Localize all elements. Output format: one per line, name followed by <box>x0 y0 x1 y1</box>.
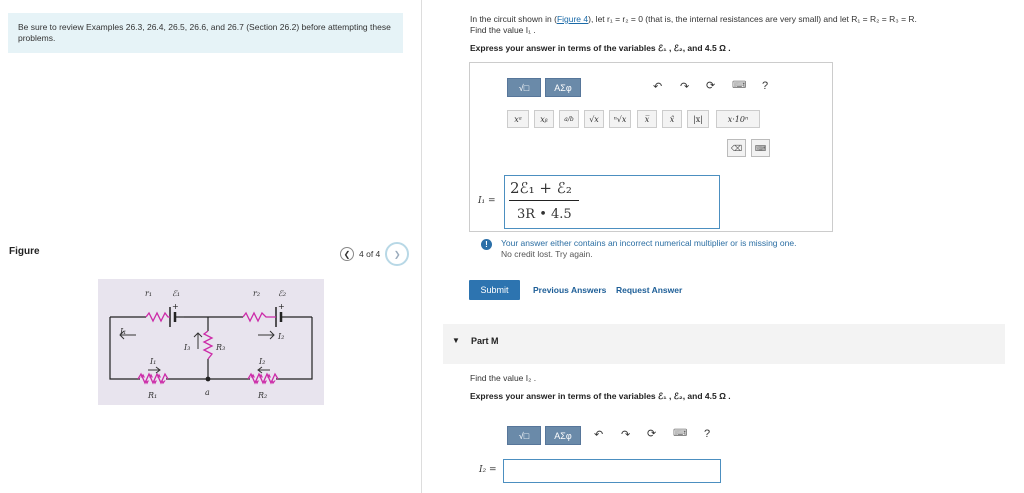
question-text <box>470 14 1005 54</box>
collapse-arrow-icon: ▼ <box>452 336 460 345</box>
answer-numerator: 2ℰ₁ + ℰ₂ <box>510 179 572 197</box>
part-m-undo-icon[interactable]: ↶ <box>594 429 604 441</box>
label-I2: I₂ <box>278 332 285 341</box>
question-pre: In the circuit shown in ( <box>470 14 557 24</box>
part-m-reset-icon[interactable]: ⟳ <box>647 428 657 440</box>
feedback-line2: No credit lost. Try again. <box>501 249 593 259</box>
tmpl-fraction[interactable]: a/b <box>559 110 579 128</box>
figure-label: Figure <box>9 246 40 257</box>
answer-label: I₁ = <box>478 196 496 206</box>
label-r2: r₂ <box>253 289 261 298</box>
figure-link[interactable]: Figure 4 <box>556 14 589 24</box>
templates-label: √□ <box>518 82 530 93</box>
part-m-greek-button[interactable] <box>545 426 581 445</box>
part-m-answer-input[interactable] <box>503 459 721 483</box>
tmpl-sci[interactable]: x·10ⁿ <box>716 110 760 128</box>
label-R1: R₁ <box>148 391 158 400</box>
label-I2-bottom: I₂ <box>259 357 266 366</box>
greek-button[interactable] <box>545 78 581 97</box>
part-m-header[interactable] <box>443 324 1005 364</box>
pager-label: 4 of 4 <box>359 249 381 259</box>
previous-answers-link[interactable]: Previous Answers <box>533 285 607 295</box>
circuit-diagram <box>98 279 324 405</box>
node-a <box>206 377 211 382</box>
reset-icon[interactable]: ⟳ <box>706 80 716 92</box>
plus-1: + <box>172 302 179 311</box>
next-figure-button[interactable]: ❯ <box>385 242 409 266</box>
keyboard-icon[interactable]: ⌨ <box>732 80 747 91</box>
label-I3: I₃ <box>184 343 191 352</box>
wire-outer <box>110 317 312 379</box>
feedback-line1: Your answer either contains an incorrect numerical multiplier or is missing one. <box>501 238 797 248</box>
resistor-R3 <box>204 331 212 359</box>
part-m-help-icon[interactable]: ? <box>704 428 711 440</box>
undo-icon[interactable]: ↶ <box>653 81 663 93</box>
templates-button[interactable] <box>507 78 541 97</box>
tmpl-sqrt[interactable]: √x <box>584 110 604 128</box>
question-express: Express your answer in terms of the variables ℰ₁ , ℰ₂, and 4.5 Ω . <box>470 43 731 53</box>
part-m-keyboard-icon[interactable]: ⌨ <box>673 428 688 439</box>
question-find: Find the value I₁ . <box>470 25 536 35</box>
label-I1: I₁ <box>120 327 127 336</box>
plus-2: + <box>278 302 285 311</box>
column-divider <box>421 0 422 493</box>
request-answer-link[interactable]: Request Answer <box>616 285 683 295</box>
keyboard-toggle-icon[interactable]: ⌨ <box>751 139 770 157</box>
fraction-bar <box>509 200 579 201</box>
question-post: ), let r₁ = r₂ = 0 (that is, the internal resistances are very small) and let R₁ = R₂ = R₃ = R. <box>588 14 917 24</box>
label-R3: R₃ <box>216 343 226 352</box>
resistor-r1 <box>146 313 170 321</box>
answer-panel <box>469 62 833 232</box>
answer-denominator: 3R • 4.5 <box>517 207 572 222</box>
part-m-express: Express your answer in terms of the variables ℰ₁ , ℰ₂, and 4.5 Ω . <box>470 391 731 401</box>
part-m-templates-button[interactable] <box>507 426 541 445</box>
label-r1: r₁ <box>145 289 153 298</box>
tmpl-vector[interactable]: x̅ <box>637 110 657 128</box>
tmpl-unit[interactable]: x̂ <box>662 110 682 128</box>
greek-label: ΑΣφ <box>554 82 572 93</box>
tmpl-nthroot[interactable]: ⁿ√x <box>609 110 631 128</box>
label-R2: R₂ <box>258 391 268 400</box>
submit-button[interactable]: Submit <box>469 280 520 300</box>
feedback <box>501 238 796 260</box>
part-m-greek-label: ΑΣφ <box>554 430 572 441</box>
part-m-find: Find the value I₂ . <box>470 373 537 383</box>
resistor-r2 <box>243 313 276 321</box>
label-e2: ℰ₂ <box>278 289 287 298</box>
part-m-label: I₂ = <box>479 465 497 475</box>
part-m-redo-icon[interactable]: ↷ <box>621 429 631 441</box>
figure-pager <box>340 242 409 266</box>
answer-input[interactable] <box>504 175 720 229</box>
warning-icon: ! <box>481 239 492 250</box>
part-m-title: Part M <box>471 336 499 346</box>
part-m-toolbar <box>507 426 572 446</box>
label-a: a <box>205 388 210 397</box>
review-note: Be sure to review Examples 26.3, 26.4, 26.5, 26.6, and 26.7 (Section 26.2) before attempting these problems. <box>8 13 403 53</box>
tmpl-subscript[interactable]: xᵦ <box>534 110 554 128</box>
tmpl-abs[interactable]: |x| <box>687 110 709 128</box>
help-icon[interactable]: ? <box>762 80 769 92</box>
delete-icon[interactable]: ⌫ <box>727 139 746 157</box>
part-m-templates-label: √□ <box>518 430 530 441</box>
label-I1-bottom: I₁ <box>150 357 157 366</box>
tmpl-power[interactable]: xᵃ <box>507 110 529 128</box>
prev-figure-button[interactable]: ❮ <box>340 247 354 261</box>
redo-icon[interactable]: ↷ <box>680 81 690 93</box>
label-e1: ℰ₁ <box>172 289 181 298</box>
circuit-figure <box>98 279 324 405</box>
